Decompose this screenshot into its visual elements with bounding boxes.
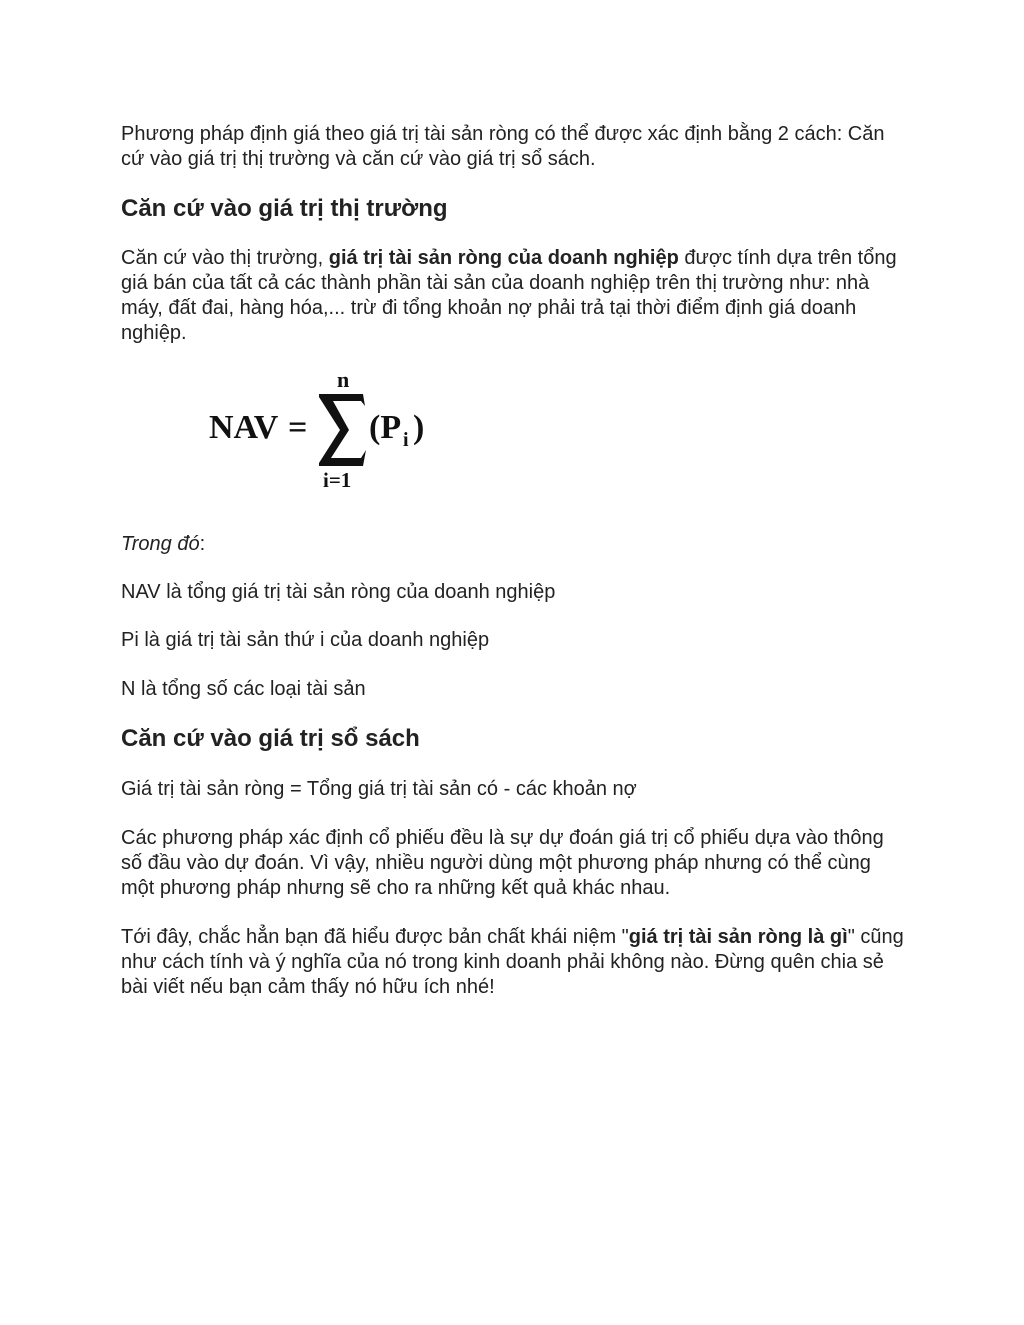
formula-upper-limit: n: [337, 367, 350, 392]
definitions-label: [121, 532, 907, 557]
formula-lower-limit: i=1: [323, 468, 352, 490]
nav-formula-svg: [209, 366, 449, 490]
conclusion-lead: Tới đây, chắc hẳn bạn đã hiểu được bản chất khái niệm ": [121, 926, 629, 948]
summation-sigma-icon: [319, 394, 366, 466]
section-heading-book-value: Căn cứ vào giá trị sổ sách: [121, 725, 420, 752]
formula-term-close: ): [413, 409, 425, 446]
market-paragraph-bold: giá trị tài sản ròng của doanh nghiệp: [328, 247, 679, 269]
nav-formula: [209, 366, 449, 490]
market-paragraph-lead: Căn cứ vào thị trường,: [121, 247, 329, 269]
market-paragraph: [121, 246, 907, 346]
formula-equals: =: [288, 409, 308, 446]
conclusion-paragraph: [121, 925, 907, 1000]
definition-item: NAV là tổng giá trị tài sản ròng của doanh nghiệp: [121, 581, 556, 603]
conclusion-rest: " cũng như cách tính và ý nghĩa của nó trong kinh doanh phải không nào. Đừng quên chia sẻ bài viết nếu bạn cảm thấy nó hữu ích nhé!: [121, 926, 904, 998]
formula-term-open: (P: [369, 409, 402, 446]
definitions-label-text: Trong đó: [121, 533, 200, 555]
formula-term-subscript: i: [403, 429, 409, 451]
section-heading-market: Căn cứ vào giá trị thị trường: [121, 195, 448, 222]
definitions-label-colon: :: [199, 533, 206, 555]
definition-item: Pi là giá trị tài sản thứ i của doanh nghiệp: [121, 629, 490, 651]
definition-item: N là tổng số các loại tài sản: [121, 678, 366, 700]
market-paragraph-rest: được tính dựa trên tổng giá bán của tất cả các thành phần tài sản của doanh nghiệp trên thị trường như: nhà máy, đất đai, hàng hóa,... trừ đi tổng khoản nợ phải trả tại thời điểm định giá doanh nghiệp.: [121, 247, 897, 344]
intro-paragraph: Phương pháp định giá theo giá trị tài sản ròng có thể được xác định bằng 2 cách: Căn cứ vào giá trị thị trường và căn cứ vào giá trị sổ sách.: [121, 123, 885, 170]
book-value-equation: Giá trị tài sản ròng = Tổng giá trị tài sản có - các khoản nợ: [121, 778, 637, 800]
conclusion-bold: giá trị tài sản ròng là gì: [628, 926, 848, 948]
formula-lhs: NAV: [209, 409, 279, 446]
methods-paragraph: Các phương pháp xác định cổ phiếu đều là sự dự đoán giá trị cổ phiếu dựa vào thông số đầu vào dự đoán. Vì vậy, nhiều người dùng một phương pháp nhưng có thể cùng một phương pháp nhưng sẽ cho ra những kết quả khác nhau.: [121, 827, 884, 899]
